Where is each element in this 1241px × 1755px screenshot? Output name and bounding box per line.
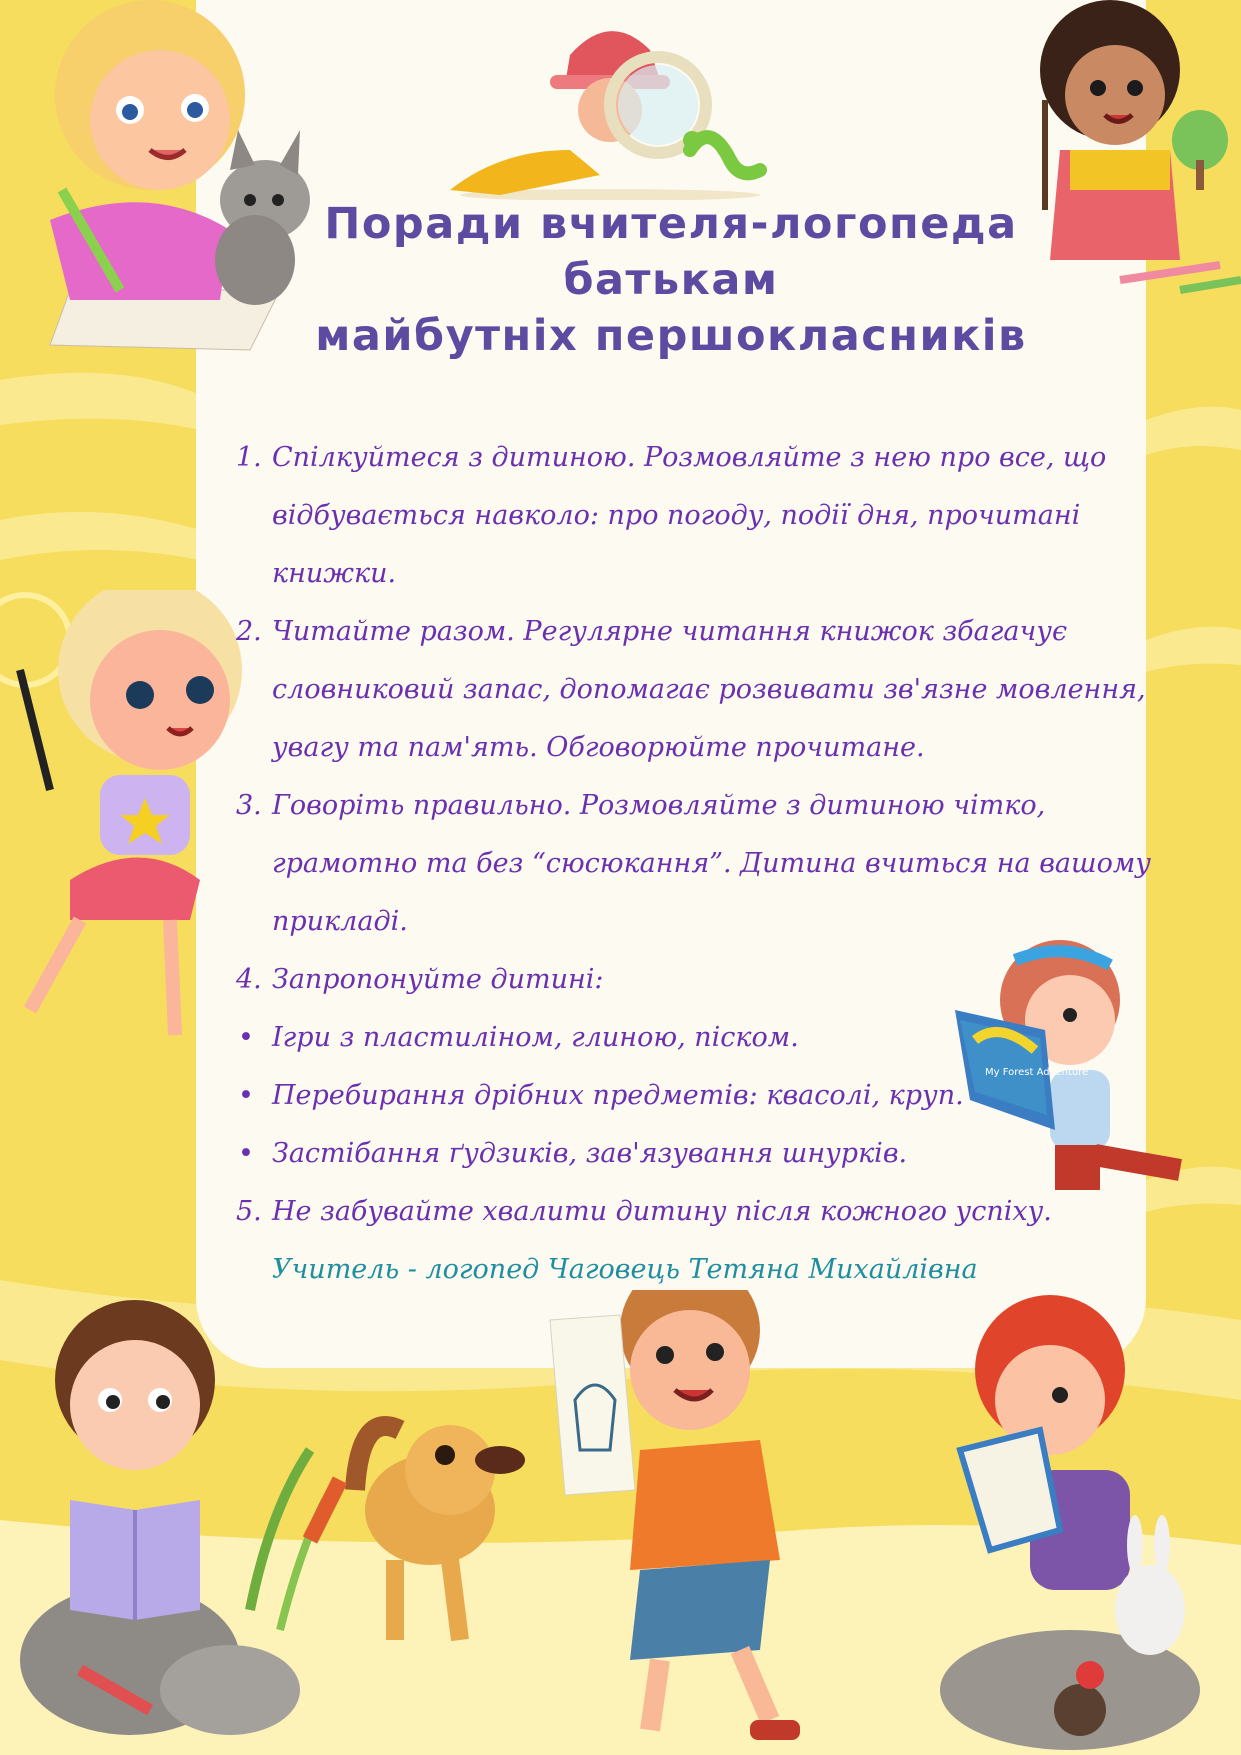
list-item xyxy=(236,954,1136,1012)
list-item xyxy=(236,838,1151,896)
list-item xyxy=(236,432,1136,490)
page-title xyxy=(196,196,1146,364)
title-line-2: батькам xyxy=(563,255,779,305)
item-text: грамотно та без “сюсюкання”. Дитина вчиться на вашому xyxy=(272,848,1151,879)
title-line-3: майбутніх першокласників xyxy=(315,311,1027,361)
list-item xyxy=(236,1186,1136,1244)
item-text: Не забувайте хвалити дитину після кожного успіху. xyxy=(272,1196,1052,1227)
list-item xyxy=(236,1128,1136,1186)
item-text: Спілкуйтеся з дитиною. Розмовляйте з нею про все, що xyxy=(272,442,1107,473)
boy-writing-notebook-illustration xyxy=(930,1270,1241,1755)
list-item xyxy=(236,1070,1136,1128)
girl-with-wand-illustration xyxy=(0,590,260,1060)
list-item xyxy=(236,490,1136,548)
title-line-1: Поради вчителя-логопеда xyxy=(324,199,1018,249)
item-text: Говоріть правильно. Розмовляйте з дитиною чітко, xyxy=(272,790,1046,821)
item-text: Запропонуйте дитині: xyxy=(272,964,604,995)
item-text: Застібання ґудзиків, зав'язування шнурків. xyxy=(272,1138,908,1169)
list-item xyxy=(236,548,1136,606)
boy-with-drawing-illustration xyxy=(300,1290,900,1755)
item-number: 1. xyxy=(236,442,262,473)
item-number: 2. xyxy=(236,616,262,647)
list-item xyxy=(236,780,1136,838)
bullet-icon: • xyxy=(238,1022,254,1053)
item-number: 5. xyxy=(236,1196,262,1227)
bullet-icon: • xyxy=(238,1080,254,1111)
list-item xyxy=(236,664,1146,722)
girl-reading-bottom-illustration xyxy=(0,1270,330,1755)
item-text: словниковий запас, допомагає розвивати зв'язне мовлення, xyxy=(272,674,1146,705)
list-item xyxy=(236,896,1136,954)
item-number: 3. xyxy=(236,790,262,821)
list-item xyxy=(236,722,1136,780)
item-text: відбувається навколо: про погоду, події дня, прочитані xyxy=(272,500,1081,531)
item-text: прикладі. xyxy=(272,906,408,937)
item-text: Перебирання дрібних предметів: квасолі, круп. xyxy=(272,1080,964,1111)
signature-row xyxy=(236,1244,1136,1302)
list-item xyxy=(236,1012,1136,1070)
item-text: Читайте разом. Регулярне читання книжок збагачує xyxy=(272,616,1068,647)
bullet-icon: • xyxy=(238,1138,254,1169)
item-text: Ігри з пластиліном, глиною, піском. xyxy=(272,1022,799,1053)
boy-with-magnifier-illustration xyxy=(440,10,810,200)
item-text: увагу та пам'ять. Обговорюйте прочитане. xyxy=(272,732,925,763)
item-text: книжки. xyxy=(272,558,397,589)
advice-list xyxy=(236,432,1151,1302)
list-item xyxy=(236,606,1136,664)
item-number: 4. xyxy=(236,964,262,995)
signature: Учитель - логопед Чаговець Тетяна Михайлівна xyxy=(272,1254,978,1285)
book-cover-text: My Forest Adventure xyxy=(985,1067,1089,1078)
